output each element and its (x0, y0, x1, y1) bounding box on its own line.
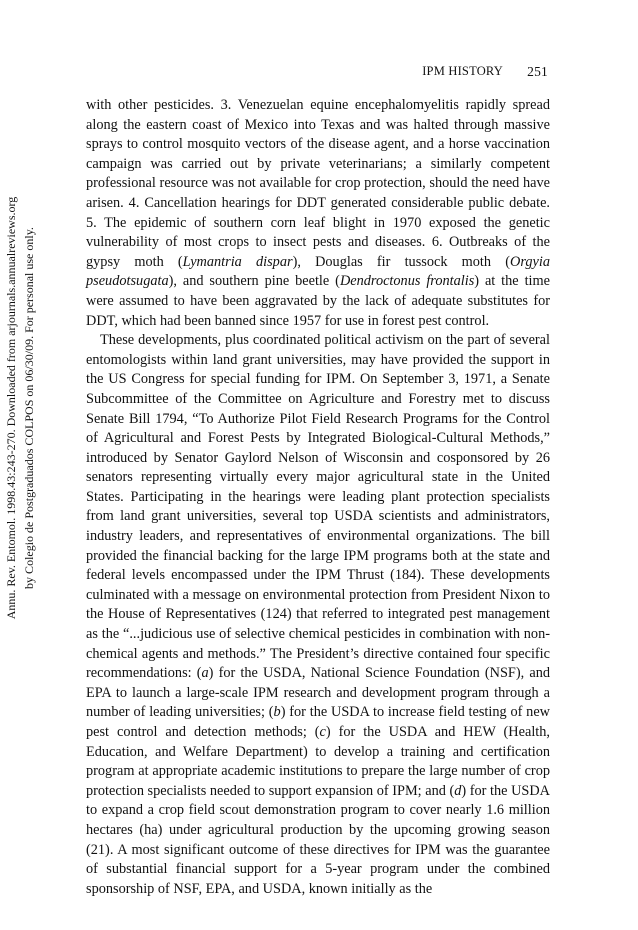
text-run: ) at the time were assumed to have been aggravated by the lack of adequate substitutes for DDT, which had been banned since 1957 for use in forest pest control. (86, 273, 550, 329)
text-run: ) for the USDA and HEW (Health, Education, and Welfare Department) to develop a training and certification program at appropriate academic institutions to prepare the large number of crop protection specialists needed to support expansion of IPM; and ( (86, 724, 550, 799)
download-notice-line-2: by Colegio de Postgraduados COLPOS on 06/30/09. For personal use only. (22, 227, 36, 589)
paragraph-1 (86, 96, 550, 331)
text-run: ), Douglas fir tussock moth ( (292, 253, 510, 270)
paragraph-2 (86, 331, 550, 899)
running-title: IPM HISTORY (422, 64, 503, 78)
article-body (86, 96, 550, 899)
list-marker: a (201, 665, 209, 682)
species-name: Dendroctonus frontalis (339, 273, 475, 290)
download-notice (2, 168, 38, 648)
text-run: ) for the USDA to expand a crop field scout demonstration program to cover nearly 1.6 million hectares (ha) under agricultural production by the upcoming growing season (21). A most significant outcome of these directives for IPM was the guarantee of substantial financial support for a 5-year program under the combined sponsorship of NSF, EPA, and USDA, known initially as the (86, 782, 550, 897)
species-name: Orgyia pseudotsugata (86, 253, 550, 290)
list-marker: c (319, 724, 326, 740)
download-notice-line-1: Annu. Rev. Entomol. 1998.43:243-270. Downloaded from arjournals.annualreviews.org (4, 196, 18, 620)
text-run: These developments, plus coordinated political activism on the part of several entomologists within land grant universities, may have provided the support in the US Congress for special funding for IPM. On September 3, 1971, a Senate Subcommittee of the Committee on Agriculture and Forestry met to discuss Senate Bill 1794, “To Authorize Pilot Field Research Programs for the Control of Agricultural and Forest Pests by Integrated Biological-Cultural Methods,” introduced by Senator Gaylord Nelson of Wisconsin and cosponsored by 26 senators representing virtually every major agricultural state in the United States. Participating in the hearings were leading plant protection specialists from land grant universities, several top USDA scientists and administrators, industry leaders, and representatives of environmental organizations. The bill provided the financial backing for the large IPM programs both at the state and federal levels encompassed under the IPM Thrust (184). These developments culminated with a message on environmental protection from President Nixon to the House of Representatives (124) that referred to integrated pest management as the “...judicious use of selective chemical pesticides in combination with non-chemical agents and methods.” The President’s directive contained four specific recommendations: ( (86, 332, 550, 682)
list-marker: b (273, 704, 281, 721)
list-marker: d (454, 782, 462, 799)
species-name: Lymantria dispar (182, 253, 293, 270)
page-number: 251 (527, 64, 548, 79)
text-run: ) for the USDA, National Science Foundation (NSF), and EPA to launch a large-scale IPM research and development program through a number of leading universities; ( (86, 665, 550, 721)
text-run: with other pesticides. 3. Venezuelan equine encephalomyelitis rapidly spread along the eastern coast of Mexico into Texas and was halted through massive sprays to control mosquito vectors of the disease agent, and a horse vaccination campaign was carried out by private veterinarians; a similarly competent professional resource was not available for crop protection, should the need have arisen. 4. Cancellation hearings for DDT generated considerable public debate. 5. The epidemic of southern corn leaf blight in 1970 exposed the genetic vulnerability of most crops to insect pests and diseases. 6. Outbreaks of the gypsy moth ( (86, 97, 550, 270)
text-run: ) for the USDA to increase field testing of new pest control and detection methods; ( (86, 704, 551, 740)
text-run: ), and southern pine beetle ( (168, 273, 340, 290)
